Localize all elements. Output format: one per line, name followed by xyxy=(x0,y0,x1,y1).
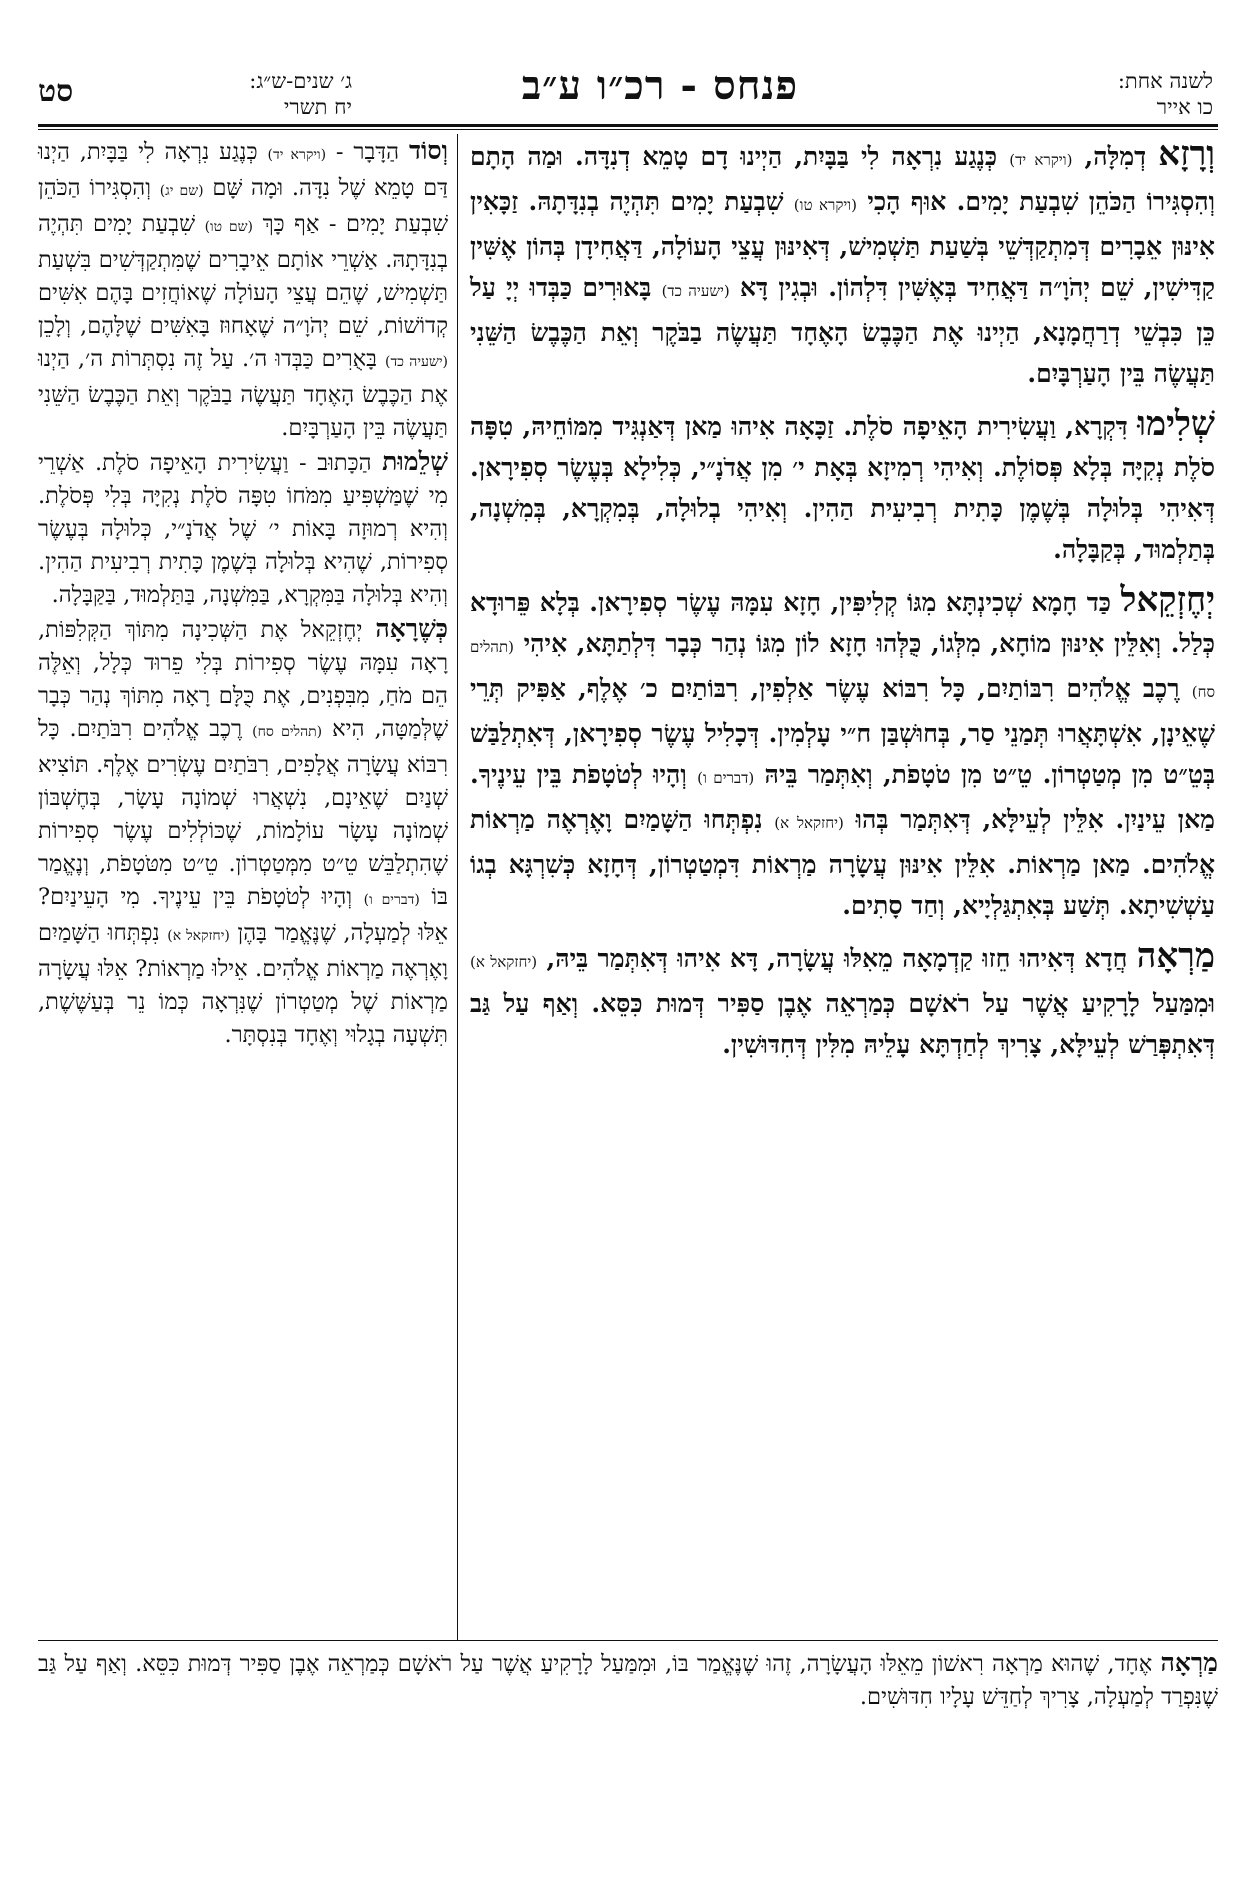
main-paragraph-3 xyxy=(470,580,1215,926)
main-p3-text: נִפְתְּחוּ הַשָּׁמַיִם וָאֶרְאֶה מַרְאוֹת אֱלֹהִים. מַאן מַרְאוֹת. אִלֵּין אִינּוּן עֲשָׂרָה מַרְאוֹת דִּמְטַטְרוֹן, דְּחָזָא כְּשִׁרְגָּא בְגוֹ עַשְׁשִׁיתָא. תְּשַׁע בְּאִתְגַּלְיָיא, וְחַד סָתִים. xyxy=(470,805,1215,920)
main-p3-text: כַּד חָמָא שְׁכִינְתָּא מִגּוֹ קְלִיפִּין, חָזָא עִמָּהּ עֶשֶׂר סְפִירָאן. בְּלָא פֵּרוּדָא כְּלַל. וְאִלֵּין אִינּוּן מוֹחָא, מִלְּגוֹ, כֻּלְּהוּ חָזָא לוֹן מִגּוֹ נְהַר כְּבָר דִּלְתַתָּא, אִיהִי xyxy=(470,588,1215,658)
side-p3-ref: (יחזקאל א) xyxy=(167,928,230,944)
side-paragraph-1 xyxy=(38,134,448,445)
column-divider xyxy=(457,134,458,1640)
main-p2-opening-word: שְׁלִימוּ xyxy=(1137,404,1215,444)
page-number: סט xyxy=(38,74,74,109)
main-p4-ref: (יחזקאל א) xyxy=(470,953,538,971)
bottom-opening-word: מַרְאָה xyxy=(1160,1648,1218,1677)
main-p1-text: דְמִלָּה, xyxy=(1072,142,1159,171)
commentary-column xyxy=(38,134,448,1052)
side-p1-text: בָּאֻרִים כַּבְּדוּ ה׳. עַל זֶה נִסְתְּרוֹת ה׳, הַיְנוּ אֶת הַכֶּבֶשׂ הָאֶחָד תַּעֲשֶׂה בַבֹּקֶר וְאֵת הַכֶּבֶשׂ הַשֵּׁנִי תַּעֲשֶׂה בֵּין הָעַרְבָּיִם. xyxy=(38,346,448,441)
side-paragraph-2 xyxy=(38,445,448,612)
main-p4-text: חֲדָא דְּאִיהוּ חֵזוּ קַדְמָאָה מֵאִלּוּ עֲשָׂרָה, דָּא אִיהוּ דְּאִתְּמַר בֵּיהּ, xyxy=(537,944,1137,973)
main-p1-ref: (ויקרא יד) xyxy=(1009,151,1073,169)
side-p1-ref: (ויקרא יד) xyxy=(267,147,327,163)
bottom-text: אֶחָד, שֶׁהוּא מַרְאָה רִאשׁוֹן מֵאֵלּוּ הָעֲשָׂרָה, זֶהוּ שֶׁנֶּאֱמַר בּוֹ, וּמִמַּעַל לָרָקִיעַ אֲשֶׁר עַל רֹאשָׁם כְּמַרְאֵה אֶבֶן סַפִּיר דְּמוּת כִּסֵּא. וְאַף עַל גַּב שֶׁנִּפְרַד לְמַעְלָה, צָרִיךְ לְחַדֵּשׁ עָלָיו חִדּוּשִׁים. xyxy=(38,1651,1218,1710)
side-p3-text: נִפְתְּחוּ הַשָּׁמַיִם וָאֶרְאֶה מַרְאוֹת אֱלֹהִים. אֵילוּ מַרְאוֹת? אֵלּוּ עֲשָׂרָה מַרְאוֹת שֶׁל מְטַטְרוֹן שֶׁנִּרְאָה כְּמוֹ נֵר בְּעַשֶּׁשֶׁת, תִּשְׁעָה בְגָלוּי וְאֶחָד בְּנִסְתָּר. xyxy=(38,920,448,1048)
side-p1-ref: (ישעיה כד) xyxy=(384,354,448,370)
main-paragraph-2 xyxy=(470,404,1215,570)
side-p1-text: וְהִסְגִּירוֹ הַכֹּהֵן שִׁבְעַת יָמִים - אַף כָּךְ xyxy=(38,175,448,237)
side-p1-text: כְּנֶגַע נִרְאָה לִי בַּבָּיִת, הַיְנוּ דַּם טָמֵא שֶׁל נִדָּה. וּמָה שָּׁם xyxy=(38,139,448,201)
side-p1-ref: (שם יג) xyxy=(159,183,204,199)
header-right-line2: כו אייר xyxy=(1156,95,1213,119)
side-p3-ref: (דברים ו) xyxy=(363,892,420,908)
header-left-schedule xyxy=(122,68,352,120)
bottom-separator xyxy=(38,1640,1218,1641)
main-paragraph-1 xyxy=(470,134,1215,394)
bottom-paragraph xyxy=(38,1646,1218,1714)
main-text-column xyxy=(470,134,1215,1075)
side-p3-text: וְהָיוּ לְטֹטָפֹת בֵּין עֵינֶיךָ. מִי הָעֵינַיִם? אֵלּוּ לְמַעְלָה, שֶׁנֶּאֱמַר בָּהֶן xyxy=(38,884,448,946)
header-left-line1: ג׳ שנים-ש״ג: xyxy=(249,69,352,93)
main-p3-ref: (תהלים סח) xyxy=(470,638,1215,701)
main-p3-ref: (דברים ו) xyxy=(697,769,755,787)
side-p1-text: שִׁבְעַת יָמִים תִּהְיֶה בְנִדָּתָהּ. אַשְׁרֵי אוֹתָם אֵיבָרִים שֶׁמִּתְקַדְּשִׁים בִּשְׁעַת תַּשְׁמִישׁ, שֶׁהֵם עֲצֵי הָעוֹלָה שֶׁאוֹחֲזִים בָּהֶם אִשִּׁים קְדוֹשׁוֹת, שֵׁם יְהֹוָ״ה שֶׁאָחוּז בָּאִשִּׁים שֶׁלָּהֶם, וְלָכֵן xyxy=(38,211,448,339)
header-rule-thin xyxy=(38,129,1218,130)
side-p1-opening-word: וְסוֹד xyxy=(408,136,448,165)
side-p3-text: רֶכֶב אֱלֹהִים רִבֹּתַיִם. כָּל רִבּוֹא עֲשָׂרָה אֲלָפִים, רִבֹּתַיִם עֶשְׂרִים אֶלֶף. תּוֹצִיא שְׁנַיִם שֶׁאֵינָם, נִשְׁאֲרוּ שְׁמוֹנָה עָשָׂר, בְּחֶשְׁבּוֹן שְׁמוֹנָה עָשָׂר עוֹלָמוֹת, שֶׁכּוֹלְלִים עֶשֶׂר סְפִירוֹת שֶׁהִתְלַבֵּשׁ טֵ״ט מִמְּטַטְרוֹן. טֵ״ט מִטֹּטָפֹת, וְנֶאֱמַר בּוֹ xyxy=(38,716,448,910)
side-p2-text: הַכָּתוּב - וַעֲשִׂירִית הָאֵיפָה סֹלֶת. אַשְׁרֵי מִי שֶׁמַּשְׁפִּיעַ מִמֹּחוֹ טִפָּה סֹלֶת נְקִיָּה בְּלִי פְּסֹלֶת. וְהִיא רְמוּזָה בָּאוֹת י׳ שֶׁל אֲדֹנָ״י, כְּלוּלָה בְּעֶשֶׂר סְפִירוֹת, שֶׁהִיא בְּלוּלָה בְּשֶׁמֶן כָּתִית רְבִיעִית הַהִין. וְהִיא בְּלוּלָה בַּמִּקְרָא, בַּמִּשְׁנָה, בַּתַּלְמוּד, בַּקַּבָּלָה. xyxy=(38,450,448,608)
main-p3-ref: (יחזקאל א) xyxy=(774,814,844,832)
main-p1-opening-word: וְרָזָא xyxy=(1158,134,1215,174)
bottom-commentary xyxy=(38,1646,1218,1714)
side-p3-ref: (תהלים סח) xyxy=(252,724,323,740)
page-title: פנחס - רכ״ו ע״ב xyxy=(521,62,799,109)
main-paragraph-4 xyxy=(470,936,1215,1065)
side-p3-opening-word: כְּשֶׁרָאָה xyxy=(375,614,448,643)
main-p3-opening-word: יְחֶזְקֵאל xyxy=(1120,580,1215,620)
header-right-schedule xyxy=(993,68,1213,120)
side-p2-opening-word: שְׁלֵמוּת xyxy=(382,447,448,476)
main-p4-text: וּמִמַּעַל לָרָקִיעַ אֲשֶׁר עַל רֹאשָׁם כְּמַרְאֵה אֶבֶן סַפִּיר דְּמוּת כִּסֵּא. וְאַף עַל גַּב דְּאִתְפְּרַשׁ לְעֵילָּא, צָרִיךְ לְחַדְתָּא עָלֵיהּ מִלִּין דְּחִדּוּשִׁין. xyxy=(470,989,1215,1059)
side-paragraph-3 xyxy=(38,612,448,1052)
header-rule xyxy=(38,124,1218,127)
side-p1-ref: (שם טו) xyxy=(204,219,254,235)
main-p1-ref: (ישעיה כד) xyxy=(661,282,730,300)
main-p1-text: בָּאוּרִים כַּבְּדוּ יְיָ עַל כֵּן כִּבְשֵׁי דְרַחֲמָנָא, הַיְינוּ אֶת הַכֶּבֶשׂ הָאֶחָד תַּעֲשֶׂה בַבֹּקֶר וְאֵת הַכֶּבֶשׂ הַשֵּׁנִי תַּעֲשֶׂה בֵּין הָעַרְבָּיִם. xyxy=(470,273,1215,388)
main-p1-text: שִׁבְעַת יָמִים תִּהְיֶה בְנִדָּתָהּ. זַכָּאִין אִינּוּן אֵבָרִים דְּמִתְקַדְּשֵׁי בְּשַׁעַת תַּשְׁמִישׁ, דְּאִינּוּן עֲצֵי הָעוֹלָה, דַּאֲחִידָן בְּהוֹן אֶשִּׁין קַדִּישִׁין, שֵׁם יְהֹוָ״ה דַּאֲחִיד בְּאֶשִּׁין דִּלְהוֹן. וּבְגִין דָּא xyxy=(470,187,1215,302)
side-p1-text: הַדָּבָר - xyxy=(326,139,409,165)
main-p4-opening-word: מַרְאָה xyxy=(1136,936,1216,976)
main-p3-text: וְהָיוּ לְטֹטָפֹת בֵּין עֵינֶיךָ. מַאן עֵינַיִן. אִלֵּין לְעֵילָּא, דְּאִתְּמַר בְּהוּ xyxy=(470,760,1215,834)
side-p3-text: יְחֶזְקֵאל אֶת הַשְּׁכִינָה מִתּוֹךְ הַקְּלִפּוֹת, רָאָה עִמָּהּ עֶשֶׂר סְפִירוֹת בְּלִי פֵרוּד כְּלָל, וְאֵלֶּה הֵם מֹחַ, מִבִּפְנִים, אֶת כֻּלָּם רָאָה מִתּוֹךְ נְהַר כְּבָר שֶׁלְּמַטָּה, הִיא xyxy=(38,617,449,742)
main-p1-text: כְּנֶגַע נִרְאָה לִי בַּבָּיִת, הַיְינוּ דָם טָמֵא דְנִדָּה. וּמַה הָתָם וְהִסְגִּירוֹ הַכֹּהֵן שִׁבְעַת יָמִים. אוּף הָכִי xyxy=(470,142,1215,216)
main-p1-ref: (ויקרא טו) xyxy=(793,196,857,214)
header-left-line2: יח תשרי xyxy=(283,95,352,119)
main-p3-text: רֶכֶב אֱלֹהִים רִבּוֹתַיִם, כָּל רִבּוֹא עֶשֶׂר אַלְפִין, רִבּוֹתַיִם כ׳ אֶלֶף, אַפִּיק תְּרֵי שֶׁאֵינָן, אִשְׁתָּאֲרוּ תְּמַנֵי סַר, בְּחוּשְׁבַּן ח״י עָלְמִין. דְּכָלִיל עֶשֶׂר סְפִירָאן, דְּאִתְלַבַּשׁ בְּטֵ״ט מִן מְטַטְרוֹן. טֵ״ט מִן טֹטָפֹת, וְאִתְּמַר בֵּיהּ xyxy=(470,674,1215,789)
main-p2-text: דִּקְרָא, וַעֲשִׂירִית הָאֵיפָה סֹלֶת. זַכָּאָה אִיהוּ מַאן דְּאַנְגִּיד מִמּוֹחֵיהּ, טִפָּה סֹלֶת נְקִיָּה בְּלָא פְּסוֹלֶת. וְאִיהִי רְמִיזָא בְּאָת י׳ מִן אֲדֹנָ״י, כְּלִילָא בְּעֶשֶׂר סְפִירָאן. דְּאִיהִי בְּלוּלָה בְּשֶׁמֶן כָּתִית רְבִיעִית הַהִין. וְאִיהִי בְלוּלָה, בְּמִקְרָא, בְּמִשְׁנָה, בְּתַלְמוּד, בְּקַבָּלָה. xyxy=(470,412,1215,564)
header-right-line1: לשנה אחת: xyxy=(1117,69,1213,93)
